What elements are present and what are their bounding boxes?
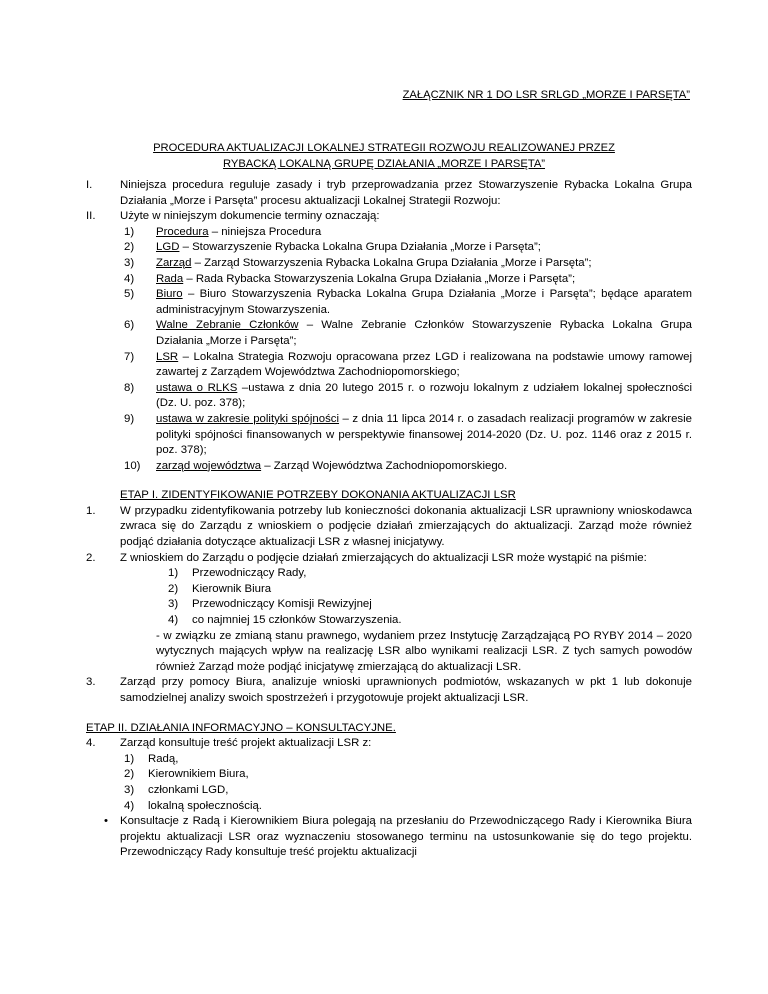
paragraph-2-number: 2.: [86, 551, 96, 564]
section-i-number: I.: [86, 179, 93, 191]
term-definition: – z dnia 11 lipca 2014 r. o zasadach realizacji programów w zakresie polityki spójności finansowanych w perspektywie finansowej 2014-2020 (Dz. U. poz. 1146 oraz z 2015 r. poz. 378);: [156, 412, 692, 457]
title-line-2: RYBACKĄ LOKALNĄ GRUPĘ DZIAŁANIA „MORZE I PARSĘTA”: [222, 158, 546, 170]
list-text: Przewodniczący Komisji Rewizyjnej: [192, 598, 372, 611]
term-number: 6): [124, 319, 135, 332]
term-definition: – niniejsza Procedura: [208, 225, 322, 238]
list-number: 1): [168, 567, 179, 580]
list-item: [0, 582, 768, 598]
term-item: [0, 350, 768, 381]
list-number: 4): [168, 614, 179, 627]
paragraph-1-text: W przypadku zidentyfikowania potrzeby lub konieczności dokonania aktualizacji LSR uprawniony wnioskodawca zwraca się do Zarządu z wnioskiem o podjęcie działań zmierzających do aktualizacji. Zarząd może również podjąć działania dotyczące aktualizacji LSR z własnej inicjatywy.: [120, 504, 692, 549]
list-item: [0, 752, 768, 768]
term-definition: – Biuro Stowarzyszenia Rybacka Lokalna Grupa Działania „Morze i Parsęta”; będące aparatem administracyjnym Stowarzyszenia.: [156, 288, 692, 316]
term-name: Biuro: [156, 288, 183, 301]
term-name: zarząd województwa: [156, 459, 262, 472]
term-name: Rada: [156, 272, 184, 285]
term-number: 2): [124, 241, 135, 254]
paragraph-3-number: 3.: [86, 676, 96, 689]
list-number: 1): [124, 752, 135, 765]
term-number: 8): [124, 381, 135, 394]
list-text: lokalną społecznością.: [148, 799, 262, 812]
term-number: 9): [124, 412, 135, 425]
term-number: 7): [124, 350, 135, 363]
paragraph-2-text: Z wnioskiem do Zarządu o podjęcie działań zmierzających do aktualizacji LSR może wystąpić na piśmie:: [120, 551, 647, 564]
paragraph-1-number: 1.: [86, 504, 96, 517]
bullet-dot-icon: •: [104, 815, 108, 828]
section-ii-number: II.: [86, 210, 96, 223]
term-item: [0, 459, 768, 475]
section-ii-text: Użyte w niniejszym dokumencie terminy oznaczają:: [120, 210, 380, 223]
paragraph-1: [0, 504, 768, 551]
term-item: [0, 381, 768, 412]
term-definition: – Zarząd Stowarzyszenia Rybacka Lokalna Grupa Działania „Morze i Parsęta”;: [191, 256, 592, 269]
term-name: ustawa w zakresie polityki spójności: [156, 412, 340, 425]
term-definition: – Rada Rybacka Stowarzyszenia Lokalna Grupa Działania „Morze i Parsęta”;: [183, 272, 576, 285]
paragraph-3-text: Zarząd przy pomocy Biura, analizuje wnioski uprawnionych podmiotów, wskazanych w pkt 1 lub dokonuje samodzielnej analizy swoich spostrzeżeń i przygotowuje projekt aktualizacji LSR.: [120, 676, 692, 704]
paragraph-4: [0, 736, 768, 752]
term-item: [0, 225, 768, 241]
paragraph-4-text: Zarząd konsultuje treść projekt aktualizacji LSR z:: [120, 737, 372, 750]
term-name: Procedura: [156, 225, 209, 238]
term-item: [0, 287, 768, 318]
etap-2-heading: ETAP II. DZIAŁANIA INFORMACYJNO – KONSULTACYJNE.: [86, 721, 396, 734]
terms-list: [0, 225, 768, 475]
paragraph-4-number: 4.: [86, 737, 96, 750]
annex-header: ZAŁĄCZNIK NR 1 DO LSR SRLGD „MORZE I PARSĘTA”: [402, 89, 690, 101]
term-item: [0, 318, 768, 349]
term-definition: –ustawa z dnia 20 lutego 2015 r. o rozwoju lokalnym z udziałem lokalnej społeczności (Dz. U. poz. 378);: [156, 381, 692, 410]
term-item: [0, 412, 768, 459]
term-name: Zarząd: [156, 256, 192, 269]
list-item: [0, 566, 768, 582]
term-definition: – Stowarzyszenie Rybacka Lokalna Grupa Działania „Morze i Parsęta”;: [179, 241, 541, 254]
paragraph-2-extra: - w związku ze zmianą stanu prawnego, wydaniem przez Instytucję Zarządzającą PO RYBY 2014 – 2020 wytycznych mających wpływ na realizację LSR albo wynikami realizacji LSR. Z tych samych powodów również Zarząd może podjąć inicjatywę zmierzającą do aktualizacji LSR.: [156, 629, 692, 673]
section-i: [0, 178, 768, 209]
term-item: [0, 240, 768, 256]
term-number: 10): [124, 459, 141, 472]
list-number: 2): [168, 582, 179, 595]
term-name: LGD: [156, 241, 180, 254]
paragraph-3: [0, 675, 768, 706]
list-text: Kierownikiem Biura,: [148, 768, 249, 781]
term-number: 4): [124, 272, 135, 285]
bullet-paragraph: [0, 814, 768, 861]
list-text: Kierownik Biura: [192, 582, 272, 595]
term-number: 1): [124, 225, 135, 238]
section-i-text: Niniejsza procedura reguluje zasady i tryb przeprowadzania przez Stowarzyszenie Rybacka Lokalna Grupa Działania „Morze i Parsęta” procesu aktualizacji Lokalnej Strategii Rozwoju:: [120, 179, 692, 207]
section-ii: [0, 209, 768, 225]
list-number: 3): [168, 598, 179, 611]
list-number: 3): [124, 783, 135, 796]
term-item: [0, 272, 768, 288]
term-name: LSR: [156, 350, 179, 363]
etap-1-heading: ETAP I. ZIDENTYFIKOWANIE POTRZEBY DOKONANIA AKTUALIZACJI LSR: [120, 489, 516, 502]
list-text: Radą,: [148, 752, 179, 765]
term-definition: – Walne Zebranie Członków Stowarzyszenie Rybacka Lokalna Grupa Działania „Morze i Parsęta”;: [156, 319, 692, 347]
list-number: 4): [124, 799, 135, 812]
bullet-text: Konsultacje z Radą i Kierownikiem Biura polegają na przesłaniu do Przewodniczącego Rady i Kierownika Biura projektu aktualizacji LSR oraz wyznaczeniu stosowanego terminu na ustosunkowanie się do tego projektu. Przewodniczący Rady konsultuje treść projektu aktualizacji: [120, 815, 692, 859]
title-line-1: PROCEDURA AKTUALIZACJI LOKALNEJ STRATEGII ROZWOJU REALIZOWANEJ PRZEZ: [153, 142, 615, 154]
list-item: [0, 799, 768, 815]
list-item: [0, 767, 768, 783]
term-name: ustawa o RLKS: [156, 381, 238, 394]
term-item: [0, 256, 768, 272]
paragraph-2: [0, 551, 768, 567]
list-item: [0, 783, 768, 799]
list-text: Przewodniczący Rady,: [192, 567, 307, 580]
term-number: 5): [124, 288, 135, 301]
document-title: [0, 140, 768, 172]
document-body: [0, 178, 768, 861]
list-item: [0, 613, 768, 629]
list-number: 2): [124, 768, 135, 781]
term-definition: – Lokalna Strategia Rozwoju opracowana przez LGD i realizowana na podstawie umowy ramowej zawartej z Zarządem Województwa Zachodniopomorskiego;: [156, 350, 692, 379]
list-item: [0, 597, 768, 613]
term-definition: – Zarząd Województwa Zachodniopomorskiego.: [261, 459, 508, 472]
term-name: Walne Zebranie Członków: [156, 319, 299, 332]
term-number: 3): [124, 256, 135, 269]
list-text: członkami LGD,: [148, 783, 229, 796]
list-text: co najmniej 15 członków Stowarzyszenia.: [192, 614, 402, 627]
